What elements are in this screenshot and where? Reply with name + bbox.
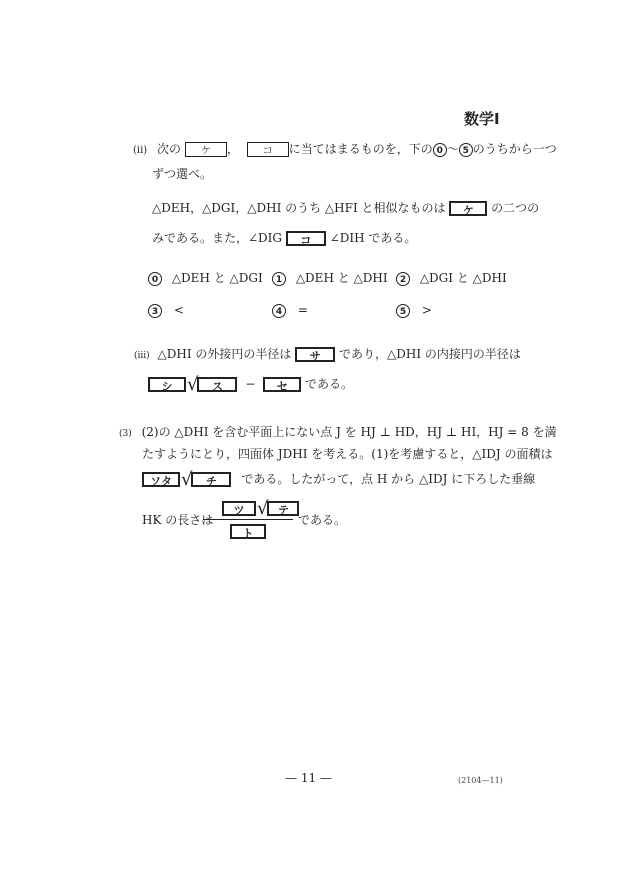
tilde: 〜	[446, 142, 459, 156]
part-iii-line2-post: である。	[305, 377, 354, 391]
choice-number-icon: 5	[396, 304, 410, 318]
answer-box-sota: ソタ	[142, 472, 180, 487]
sqrt-icon: √	[257, 497, 269, 519]
choice-text: △DEH と △DHI	[295, 271, 388, 285]
part-ii-line4	[152, 230, 416, 246]
part-ii-line2: ずつ選べ。	[152, 167, 213, 181]
part-3-line3-post: である。したがって，点 H から △IDJ に下ろした垂線	[241, 472, 536, 486]
choice-5	[396, 302, 432, 318]
part-3-line1-text: (2)の △DHI を含む平面上にない点 J を HJ ⊥ HD，HJ ⊥ HI，HJ = 8 を満	[141, 425, 557, 439]
choice-number-icon: 0	[148, 272, 162, 286]
part-iii-label: (iii)	[134, 351, 150, 361]
part-ii-line4-post: ∠DIH である。	[329, 231, 417, 245]
answer-box-to: ト	[230, 524, 266, 539]
part-ii-line1-pre: 次の	[157, 142, 182, 156]
answer-box-te: テ	[267, 501, 299, 516]
part-3-line2: たすようにとり，四面体 JDHI を考える。(1)を考慮すると，△IDJ の面積は	[142, 447, 553, 461]
page-number: — 11 —	[285, 771, 332, 785]
part-ii-line3-post: の二つの	[491, 201, 540, 215]
part-ii-line1	[133, 141, 557, 159]
subject-header: 数学Ⅰ	[464, 110, 500, 128]
answer-box-chi: チ	[191, 472, 231, 487]
answer-box-ko: コ	[247, 142, 289, 157]
exam-code: (2104—11)	[458, 776, 503, 785]
part-ii-line1-post: に当てはまるものを，下の	[288, 142, 433, 156]
separator: ，	[226, 142, 239, 156]
choice-1	[272, 270, 388, 286]
choice-marker-icon: 0	[433, 143, 447, 157]
choice-number-icon: 2	[396, 272, 410, 286]
part-iii-line2	[148, 373, 354, 395]
part-3-line1	[119, 424, 557, 442]
part-ii-line3	[152, 200, 539, 216]
answer-box-ko-main: コ	[286, 231, 326, 246]
choice-number-icon: 3	[148, 304, 162, 318]
part-ii-line1-end: のうちから一つ	[472, 142, 557, 156]
part-3-line4-post: である。	[298, 513, 347, 527]
choice-0	[148, 270, 263, 286]
sqrt-icon: √	[187, 373, 199, 395]
part-ii-label: (ii)	[133, 145, 148, 156]
choice-text: △DEH と △DGI	[171, 271, 263, 285]
choice-2	[396, 270, 507, 286]
answer-box-sa: サ	[295, 347, 335, 362]
choice-4	[272, 302, 308, 318]
choice-marker-icon: 5	[459, 143, 473, 157]
answer-box-tsu: ツ	[222, 501, 256, 516]
choice-number-icon: 4	[272, 304, 286, 318]
part-3-line3	[142, 468, 536, 490]
minus-sign: −	[245, 377, 256, 391]
part-iii-line1-post: であり，△DHI の内接円の半径は	[339, 347, 521, 361]
choice-text: <	[173, 303, 184, 317]
choice-text: △DGI と △DHI	[419, 271, 507, 285]
part-3-label: (3)	[119, 429, 132, 439]
answer-box-ke: ケ	[185, 142, 227, 157]
choice-text: >	[421, 303, 432, 317]
answer-box-shi: シ	[148, 377, 186, 392]
choice-3	[148, 302, 184, 318]
part-ii-line3-pre: △DEH，△DGI，△DHI のうち △HFI と相似なものは	[152, 201, 446, 215]
fraction-denominator	[230, 523, 266, 539]
part-3-line4-pre: HK の長さは	[142, 513, 214, 527]
sqrt-icon: √	[181, 468, 193, 490]
part-ii-line4-pre: みである。また，∠DIG	[152, 231, 283, 245]
fraction-numerator	[222, 497, 299, 519]
part-iii-line1	[134, 346, 521, 364]
answer-box-su: ス	[197, 377, 237, 392]
fraction-bar	[203, 519, 293, 520]
choice-text: =	[297, 303, 308, 317]
choice-number-icon: 1	[272, 272, 286, 286]
part-iii-line1-pre: △DHI の外接円の半径は	[157, 347, 292, 361]
answer-box-se: セ	[263, 377, 301, 392]
answer-box-ke-main: ケ	[449, 201, 487, 216]
